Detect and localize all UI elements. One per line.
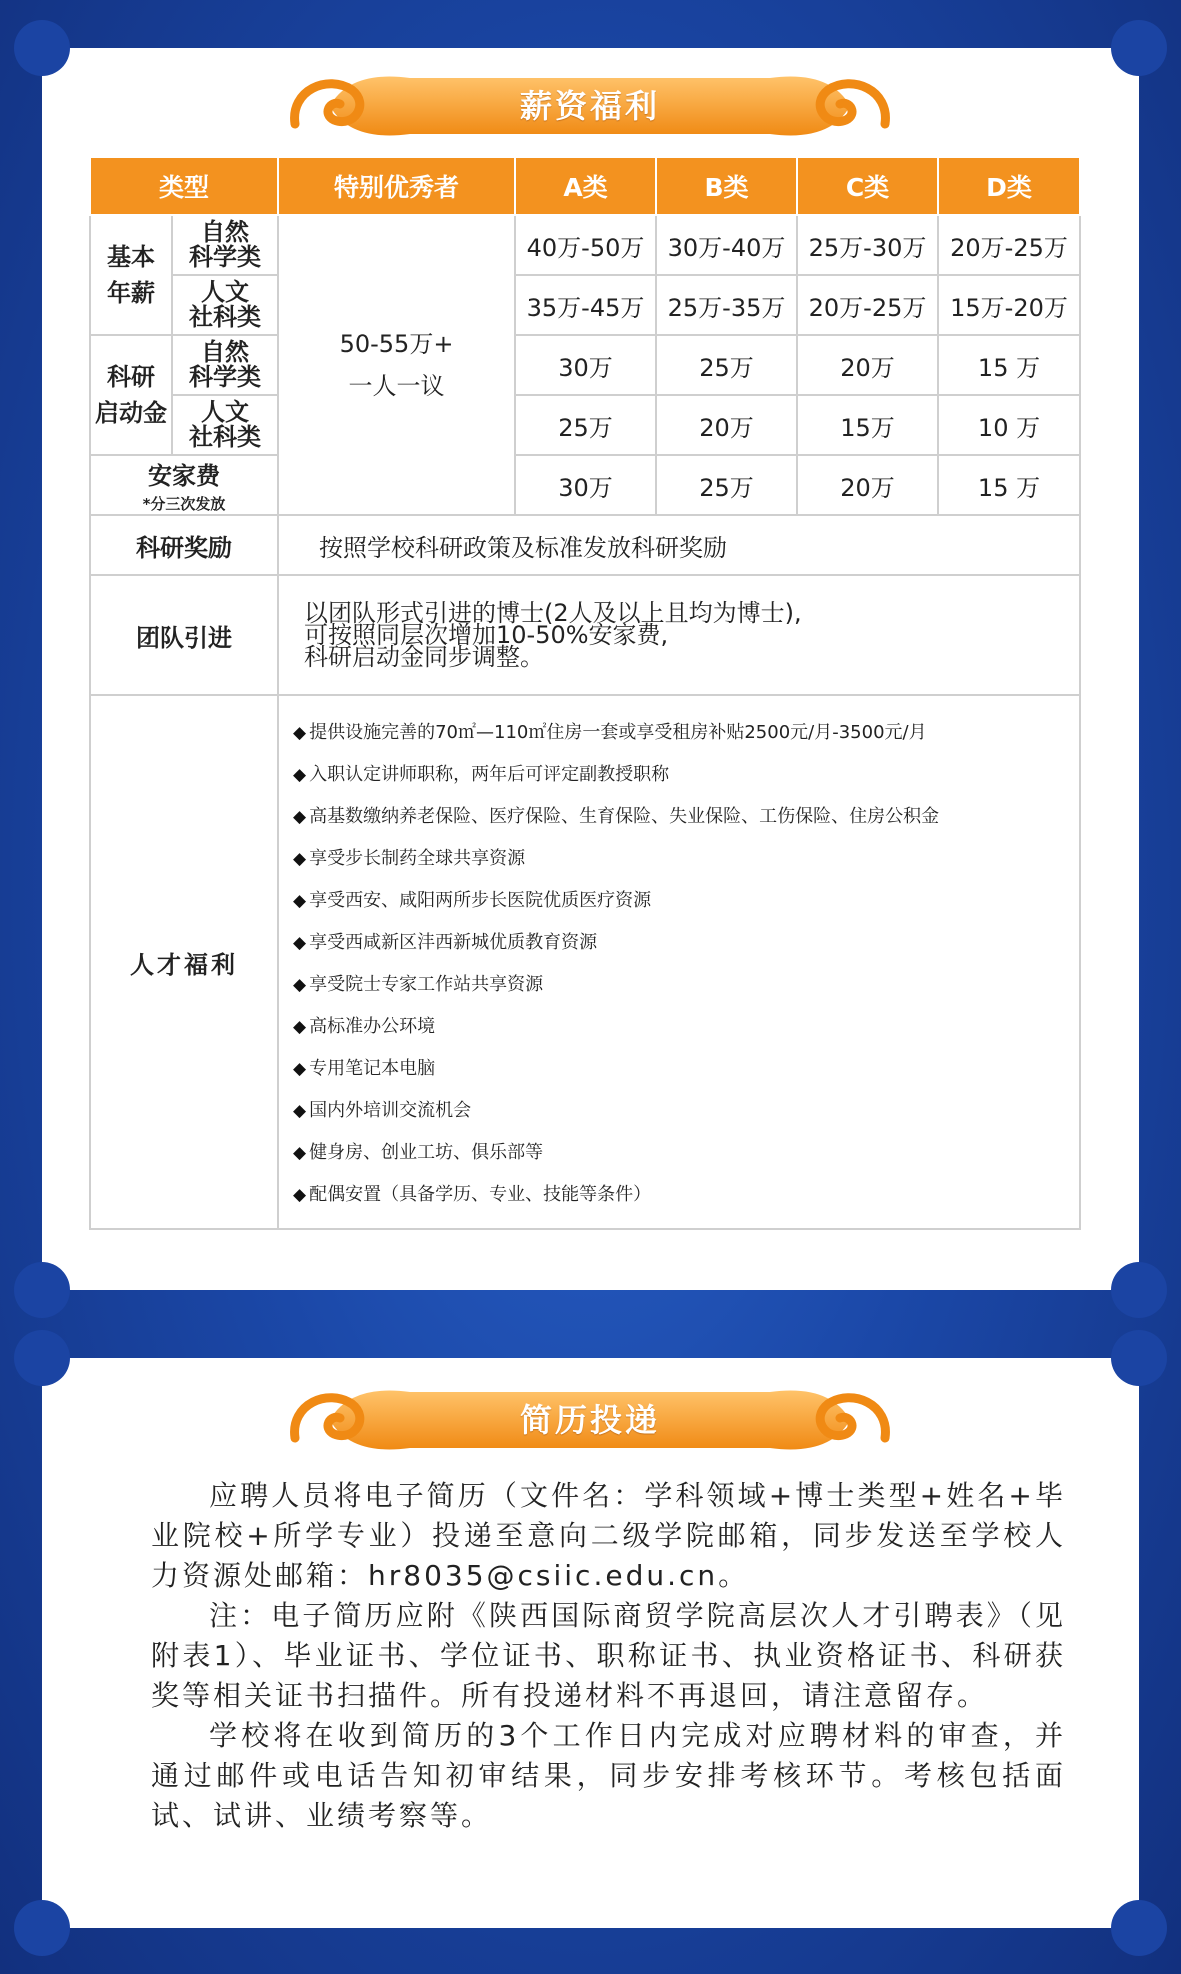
table-row xyxy=(90,335,1080,395)
table-cell: 25万 xyxy=(656,335,797,395)
paragraph: 注：电子简历应附《陕西国际商贸学院高层次人才引聘表》（见附表1）、毕业证书、学位证书、职称证书、执业资格证书、科研获奖等相关证书扫描件。所有投递材料不再退回，请注意留存。 xyxy=(151,1599,1066,1712)
sub-humanities: 人文 社科类 xyxy=(172,275,278,335)
section-banner xyxy=(290,68,890,144)
group-startup: 科研 启动金 xyxy=(90,335,172,455)
list-item: ◆ 享受院士专家工作站共享资源 xyxy=(293,964,1079,1006)
header-c: C类 xyxy=(797,157,938,215)
table-cell: 15 万 xyxy=(938,455,1080,515)
table-cell: 30万 xyxy=(515,455,656,515)
table-row xyxy=(90,275,1080,335)
section-title: 简历投递 xyxy=(519,1401,660,1439)
header-special: 特别优秀者 xyxy=(278,157,515,215)
paragraph: 学校将在收到简历的3个工作日内完成对应聘材料的审查，并通过邮件或电话告知初审结果，同步安排考核环节。考核包括面试、试讲、业绩考察等。 xyxy=(151,1719,1066,1832)
welfare-list-cell xyxy=(278,695,1080,1229)
table-cell: 30万 xyxy=(515,335,656,395)
table-cell: 15万 xyxy=(797,395,938,455)
resume-text xyxy=(151,1476,1066,1836)
settle-allowance-label: 安家费 *分三次发放 xyxy=(90,455,278,515)
table-cell: 20万-25万 xyxy=(797,275,938,335)
salary-benefits-card xyxy=(42,48,1139,1290)
list-item: ◆ 国内外培训交流机会 xyxy=(293,1090,1079,1132)
table-row xyxy=(90,215,1080,275)
list-item: ◆ 入职认定讲师职称，两年后可评定副教授职称 xyxy=(293,754,1079,796)
header-d: D类 xyxy=(938,157,1080,215)
table-row xyxy=(90,695,1080,1229)
table-row xyxy=(90,575,1080,695)
team-text: 以团队形式引进的博士(2人及以上且均为博士), 可按照同层次增加10-50%安家费, 科研启动金同步调整。 xyxy=(278,575,1080,695)
table-row xyxy=(90,455,1080,515)
list-item: ◆ 配偶安置（具备学历、专业、技能等条件） xyxy=(293,1174,1079,1216)
special-talent-cell: 50-55万+ 一人一议 xyxy=(278,215,515,515)
reward-label: 科研奖励 xyxy=(90,515,278,575)
sub-humanities: 人文 社科类 xyxy=(172,395,278,455)
table-cell: 35万-45万 xyxy=(515,275,656,335)
paragraph: 应聘人员将电子简历（文件名：学科领域+博士类型+姓名+毕业院校+所学专业）投递至意向二级学院邮箱，同步发送至学校人力资源处邮箱：hr8035@csiic.edu.cn。 xyxy=(151,1479,1066,1592)
group-annual: 基本 年薪 xyxy=(90,215,172,335)
table-header-row xyxy=(90,157,1080,215)
sub-science: 自然 科学类 xyxy=(172,215,278,275)
table-cell: 10 万 xyxy=(938,395,1080,455)
reward-text: 按照学校科研政策及标准发放科研奖励 xyxy=(278,515,1080,575)
table-cell: 20万 xyxy=(797,455,938,515)
table-cell: 20万-25万 xyxy=(938,215,1080,275)
section-banner xyxy=(290,1382,890,1458)
table-cell: 40万-50万 xyxy=(515,215,656,275)
table-cell: 30万-40万 xyxy=(656,215,797,275)
table-cell: 25万-35万 xyxy=(656,275,797,335)
welfare-label: 人才福利 xyxy=(90,695,278,1229)
sub-science: 自然 科学类 xyxy=(172,335,278,395)
table-row xyxy=(90,395,1080,455)
team-label: 团队引进 xyxy=(90,575,278,695)
welfare-list xyxy=(279,696,1079,1228)
header-type: 类型 xyxy=(90,157,278,215)
list-item: ◆ 享受西安、咸阳两所步长医院优质医疗资源 xyxy=(293,880,1079,922)
list-item: ◆ 高基数缴纳养老保险、医疗保险、生育保险、失业保险、工伤保险、住房公积金 xyxy=(293,796,1079,838)
list-item: ◆ 享受步长制药全球共享资源 xyxy=(293,838,1079,880)
table-cell: 25万-30万 xyxy=(797,215,938,275)
table-cell: 25万 xyxy=(515,395,656,455)
header-a: A类 xyxy=(515,157,656,215)
list-item: ◆ 专用笔记本电脑 xyxy=(293,1048,1079,1090)
header-b: B类 xyxy=(656,157,797,215)
list-item: ◆ 享受西咸新区沣西新城优质教育资源 xyxy=(293,922,1079,964)
salary-table xyxy=(89,156,1081,1230)
table-cell: 15 万 xyxy=(938,335,1080,395)
table-cell: 20万 xyxy=(797,335,938,395)
table-cell: 20万 xyxy=(656,395,797,455)
table-cell: 25万 xyxy=(656,455,797,515)
table-cell: 15万-20万 xyxy=(938,275,1080,335)
list-item: ◆ 高标准办公环境 xyxy=(293,1006,1079,1048)
resume-submission-card xyxy=(42,1358,1139,1928)
table-row xyxy=(90,515,1080,575)
list-item: ◆ 提供设施完善的70㎡—110㎡住房一套或享受租房补贴2500元/月-3500元/月 xyxy=(293,712,1079,754)
list-item: ◆ 健身房、创业工坊、俱乐部等 xyxy=(293,1132,1079,1174)
section-title: 薪资福利 xyxy=(519,87,660,125)
